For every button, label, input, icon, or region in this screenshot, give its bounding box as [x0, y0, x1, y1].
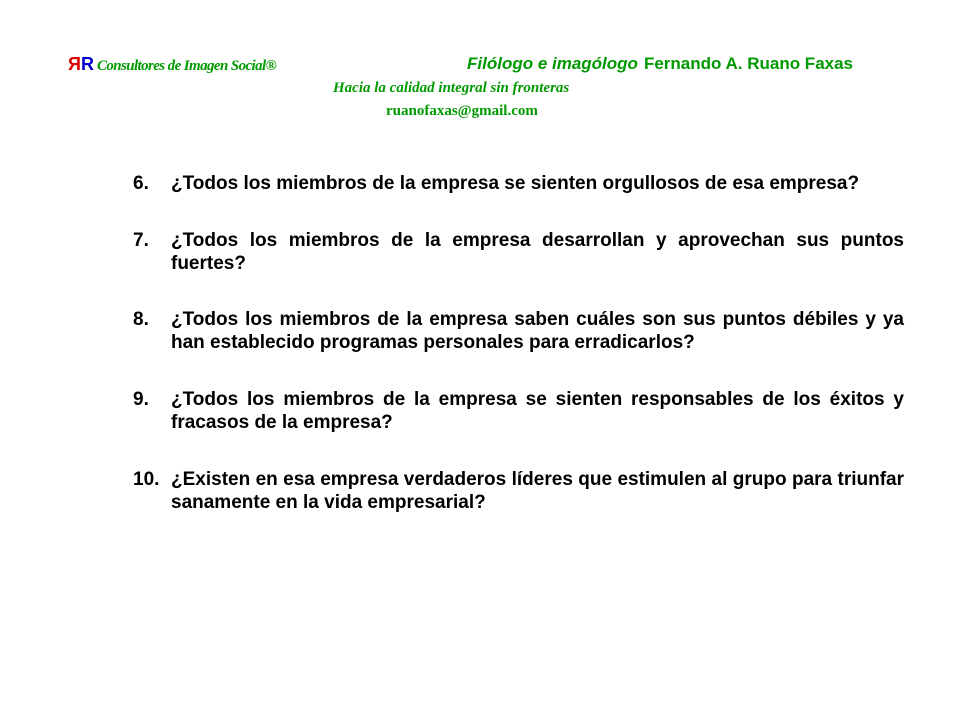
question-text: ¿Todos los miembros de la empresa desarrollan y aprovechan sus puntos fuertes? [171, 230, 904, 274]
brand-mark-reversed-r: Я [68, 54, 81, 74]
question-number: 6. [133, 173, 149, 194]
question-item [133, 388, 904, 434]
question-text: ¿Todos los miembros de la empresa se sienten responsables de los éxitos y fracasos de la empresa? [171, 389, 904, 433]
brand-name: Consultores de Imagen Social® [96, 58, 277, 74]
brand-logo [68, 54, 276, 75]
brand-mark-r: R [80, 54, 94, 74]
question-item [133, 468, 904, 514]
question-text: ¿Todos los miembros de la empresa saben cuáles son sus puntos débiles y ya han establecido programas personales para erradicarlos? [171, 309, 904, 353]
author-line [467, 54, 853, 74]
question-list [133, 172, 904, 514]
question-number: 9. [133, 389, 149, 410]
question-number: 7. [133, 230, 149, 251]
question-item [133, 229, 904, 275]
author-name: Fernando A. Ruano Faxas [643, 54, 854, 73]
author-role: Filólogo e imagólogo [467, 54, 638, 73]
question-text: ¿Existen en esa empresa verdaderos líderes que estimulen al grupo para triunfar sanamente en la vida empresarial? [171, 469, 904, 513]
question-text: ¿Todos los miembros de la empresa se sienten orgullosos de esa empresa? [171, 173, 860, 194]
question-item [133, 172, 904, 195]
tagline: Hacia la calidad integral sin fronteras [333, 80, 570, 96]
question-item [133, 308, 904, 354]
contact-email: ruanofaxas@gmail.com [386, 103, 538, 119]
page-header [0, 0, 960, 140]
question-number: 8. [133, 309, 149, 330]
question-number: 10. [133, 469, 160, 490]
